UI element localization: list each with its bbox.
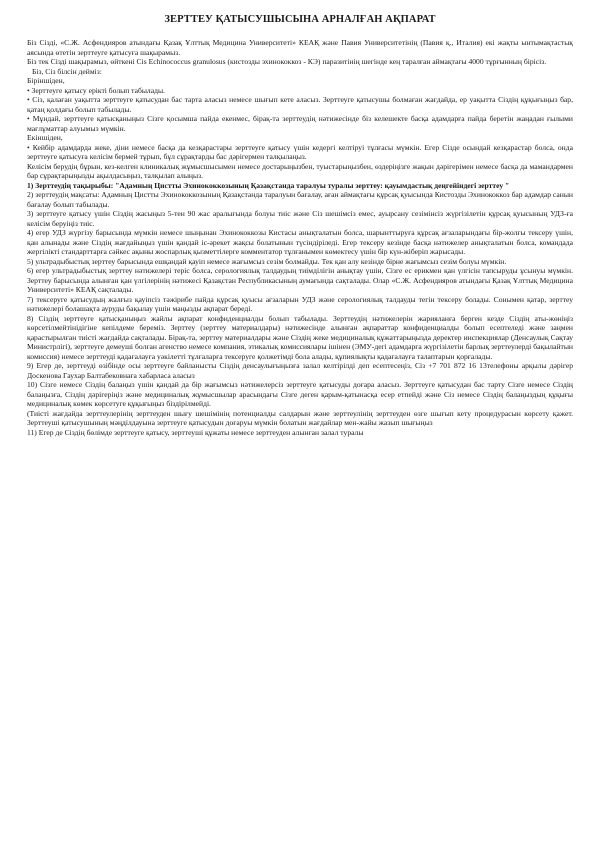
paragraph-second: Екіншіден,	[27, 133, 63, 142]
paragraph-note: (Тиісті жағдайда зерттеулерінің зерттеуден шығу шешімінің потенциалды салдарын және зерттеулінің зерттеуден өзге шығып кету процедурасын көрсету қажет. Зерттеуші қатысушының мәңділдауына зерттеуге қатысудын доғаруы мүмкін болатын жағдайлар мен-жайы жазып шығыңыз	[27, 408, 573, 427]
bullet-benefit: • Мұндай, зерттеуге қатысқаныңыз Сізге қосымша пайда екенмес, бірақ-та зерттеудің нәтижесінде біз келешекте басқа адамдарға пайда беретін жаңадан ғылыми мағлұматтар алуымыз мүмкін.	[27, 114, 573, 133]
item-9-contact: 9) Егер де, зерттеуді өзібінде осы зерттеуге байланысты Сіздің денсаулығыңызға залал келтірілді деп есептесеңіз, Сіз +7 701 872 16 13телефоны арқылы дәрігер Доскенова Гаухар Балтабековнаға хабарласа аласыз	[27, 361, 573, 380]
item-5-risk: 5) ультрадыбыстық зерттеу барысында ешқандай қауіп немесе жағымсыз сезім болмайды. Тек қан алу кезінде бірне жағымсыз сезім болуы мүмкін.	[27, 256, 507, 266]
item-3-age: 3) зерттеуге қатысу үшін Сіздің жасыңыз 5-тен 90 жас аралығында болуы тиіс және Сіз шешімсіз емес, ауырсану сезімінсіз жүргізілетін құрсақ қуысының УДЗ-ға келісім беруіңіз тиіс.	[27, 209, 573, 228]
document-title: ЗЕРТТЕУ ҚАТЫСУШЫСЫНА АРНАЛҒАН АҚПАРАТ	[164, 14, 436, 25]
item-2-goal: 2) зерттеудің мақсаты: Адамның Цистты Эхинококкозының Қазақстанда таралуын бағалау, аған аймақтағы құрсақ қуысында Кистозды Эхинококкоз бар адамдар санын бағалау болып табылады.	[27, 190, 573, 209]
item-10-withdrawal: 10) Сізге немесе Сіздің балаңыз үшін қандай да бір жағымсыз нәтижелерсіз зерттеуге қатысуды доғара аласыз. Зерттеуге қатысудан бас тарту Сізге немесе Сіздің балаңызға, Сіздің дәрігеріңіз және медициналық жұмысшылар арасындағы Сізге деген қарым-қатынасқа есер етпейді және Сіз немесе Сіздің балаңыздың құқығы медициналық көмек көрсетуге құқығыңыз біздірілмейді.	[27, 380, 573, 408]
paragraph-consult: Келісім берудің бұрын, кез-келген клиникалық жұмысшысымен немесе достарыңызбен, туыстарыңызбен, өздеріңізге жақын дәрігерімен немесе басқа да мамандармен бар сұрақтарыңызды ақылдасыңыз, талқылап алыңыз.	[27, 161, 573, 180]
paragraph-intro: Біз Сізді, «С.Ж. Асфендияров атындағы Қазақ Ұлттық Медицина Университеті» КЕАҚ және Павия Университетінің (Павия қ., Италия) екі жақты ынтымақтастық аясында өтетін зерттеуге қатысуға шақырамыз.	[27, 38, 573, 57]
paragraph-know: Біз, Сіз білсін дейміз:	[32, 66, 102, 76]
document-body	[27, 38, 573, 437]
item-8-confidentiality: 8) Сіздің зерттеуге қатысқаныңыз жайлы ақпарат конфиденциалды болып табылады. Зерттеудің нәтижелерін жарияланға берген кезде Сіздің аты-жөніңіз көрсетілмейтінідігіне кепілдеме береміз. Зерттеу (зерттеу материалдары) нәтижесінде алынған ақпараттар конфиденциалды болып есептеледі және заңмен қарастырылған тиісті жағдайда сақталады. Бірақ-та, зерттеу материалдары және Сіздің жеке медициналық құжаттарыңызда деректер инспекциялар (Денсаулық Сақтау Министрлігі), зерттеуге демеуші болған агенство немесе компания, этикалық комиссиялары ішінен (ЭМУ-дегі адамдарға жүргізілетін барлық зерттеулерді бақылайтын комиссия) немесе зерттеуді қадағалауға уәкілетті тұлғаларға тексеруге қолжетімді бола алады, құпиялықты қадағалауға талаптарын қорғалады.	[27, 313, 573, 361]
item-1-topic: 1) Зерттеудің тақырыбы: "Адамның Цистты Эхинококкозының Қазақстанда таралуы туралы зерттеу: қауымдастық деңгейіндегі зерттеу "	[27, 180, 510, 190]
paragraph-first: Біріншіден,	[27, 76, 65, 85]
bullet-views: • Кейбір адамдарда жеке, діни немесе басқа да кезқарастары зерттеуге қатысу үшін кедергі келтіруі тұлғасы мүмкін. Егер Сізде осындай кезқарастар болса, онда зерттеуге қатысуға келісім бермей тұрып, бұл сұрақтарды бас дәрігермен талқылаңыз.	[27, 142, 573, 161]
paragraph-invitation: Біз тек Сізді шақырамыз, өйткені Cis Echinococcus granulosus (кистозды эхинококкоз - КЭ) паразитінің шегінде кең таралған аймақтағы 4000 тұрғынның бірісіз.	[27, 57, 547, 66]
item-11-harm: 11) Егер де Сіздің бөлімде зерттеуге қатысу, зерттеуші құжаты немесе зерттеуден алынған залал туралы	[27, 427, 364, 437]
bullet-voluntary: • Зерттеуге қатысу ерікті болып табылады.	[27, 85, 165, 95]
item-4-ultrasound: 4) егер УДЗ жүргізу барысында мүмкін немесе шыңынан Эхинококкозы Кистасы анықталатын болса, шарынттыруға құрсақ ағзаларындағы бір-жолғы тексеру үшін, қан алынады және Сіздің жағдайыңыз үшін қандай іс-әрекет жақсы болатынын түсіндіріледі. Егер тексеру кезінде басқа нәтижелер анықталатын болса, командада жергілікті стандарттарға сәйкес ақыны жоспарлық қызметтілерге комментатор тұлғанымен көмектесу үшін бір күн-жіберіп жарысады.	[27, 228, 573, 256]
item-6-serology: 6) егер ультрадыбыстық зерттеу нәтижелері теріс болса, серологиялық талдаудың тиімділігін анықтау үшін, Сізге ес ерикмен қан үлгісін тапсыруды ұсынуы мүмкін. Зерттеу барысында алынған қан үлгілерінің нәтижесі Қазақстан Республикасының аумағында сақталады. Олар «С.Ж. Асфендияров атындағы Қазақ Ұлттық Медицина Университеті» КЕАҚ сақталады.	[27, 266, 573, 294]
item-7-benefit: 7) тексеруге қатысудың жалғыз қауіпсіз тәжірибе пайда құрсақ қуысы ағзаларын УДЗ және серологиялық талдауды тегін тексеру болады. Сонымен қатар, зерттеу нәтижелері болашақта ауруды бақылау үшін маңызды ақпарат береді.	[27, 294, 573, 313]
bullet-withdraw: • Сіз, қалаған уақытта зерттеуге қатысудан бас тарта аласыз немесе шығып кете аласыз. Зерттеуге қатысушы болмаған жағдайда, ер уақытта Сіздің құқығыңыз бар, қатаң қолдағы болып табылады.	[27, 95, 573, 114]
